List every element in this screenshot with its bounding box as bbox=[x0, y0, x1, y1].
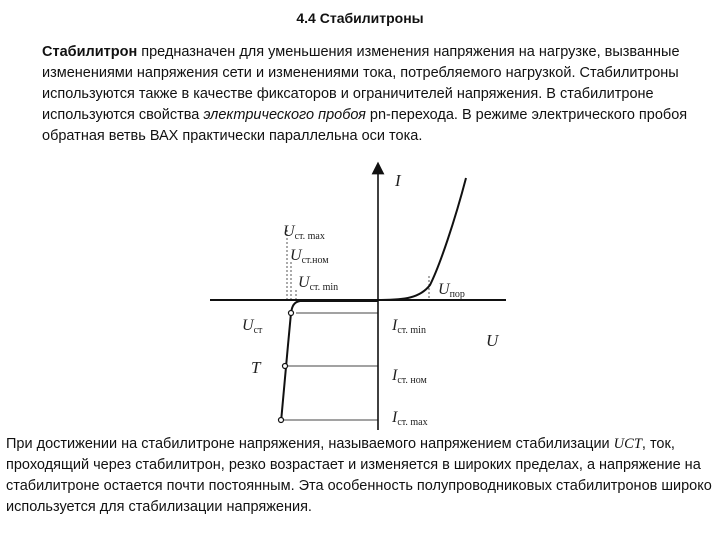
intro-text-1: предназначен для уменьшения изменения напряжения на нагрузке, вызванные изменениями напряжения сети и изменениями тока, потребляемого нагрузкой. Стабилитроны используются также в качестве фиксаторов и ограничителей напряжения. В стабилитроне используются свойства bbox=[42, 44, 680, 123]
label-i-max: Iст. max bbox=[392, 409, 428, 428]
page-title: 4.4 Стабилитроны bbox=[296, 10, 424, 26]
label-u-por: Uпор bbox=[438, 281, 465, 300]
point-t bbox=[283, 364, 288, 369]
reverse-branch-curve bbox=[281, 301, 378, 422]
label-i-nom: Iст. ном bbox=[392, 367, 427, 386]
outro-text-1: При достижении на стабилитроне напряжения, называемого напряжением стабилизации bbox=[6, 436, 614, 452]
label-axis-i: I bbox=[395, 171, 401, 190]
intro-text-2: pn-перехода. В режиме электрического пробоя обратная ветвь ВАХ практически параллельна оси тока. bbox=[42, 107, 688, 144]
label-u-st: Uст bbox=[242, 317, 263, 336]
label-i-min: Iст. min bbox=[392, 317, 426, 336]
point-i-max bbox=[279, 418, 284, 423]
outro-text-2: , ток, проходящий через стабилитрон, резко возрастает и изменяется в широких пределах, а напряжение на стабилитроне остается почти постоянным. Эта особенность полупроводниковых стабилитронов широко используется для стабилизации напряжения. bbox=[6, 436, 712, 515]
outro-paragraph bbox=[6, 434, 712, 518]
intro-emphasis: электрического пробоя bbox=[203, 107, 366, 123]
label-axis-u: U bbox=[486, 331, 499, 350]
point-i-min bbox=[289, 311, 294, 316]
symbol-u-st: UСТ bbox=[613, 436, 642, 452]
term-zener: Стабилитрон bbox=[42, 44, 138, 60]
forward-branch-curve bbox=[378, 178, 466, 300]
label-u-min: Uст. min bbox=[298, 274, 339, 293]
label-u-max: Uст. max bbox=[283, 223, 325, 242]
label-u-nom: Uст.ном bbox=[290, 247, 329, 266]
label-point-t: T bbox=[251, 358, 261, 377]
